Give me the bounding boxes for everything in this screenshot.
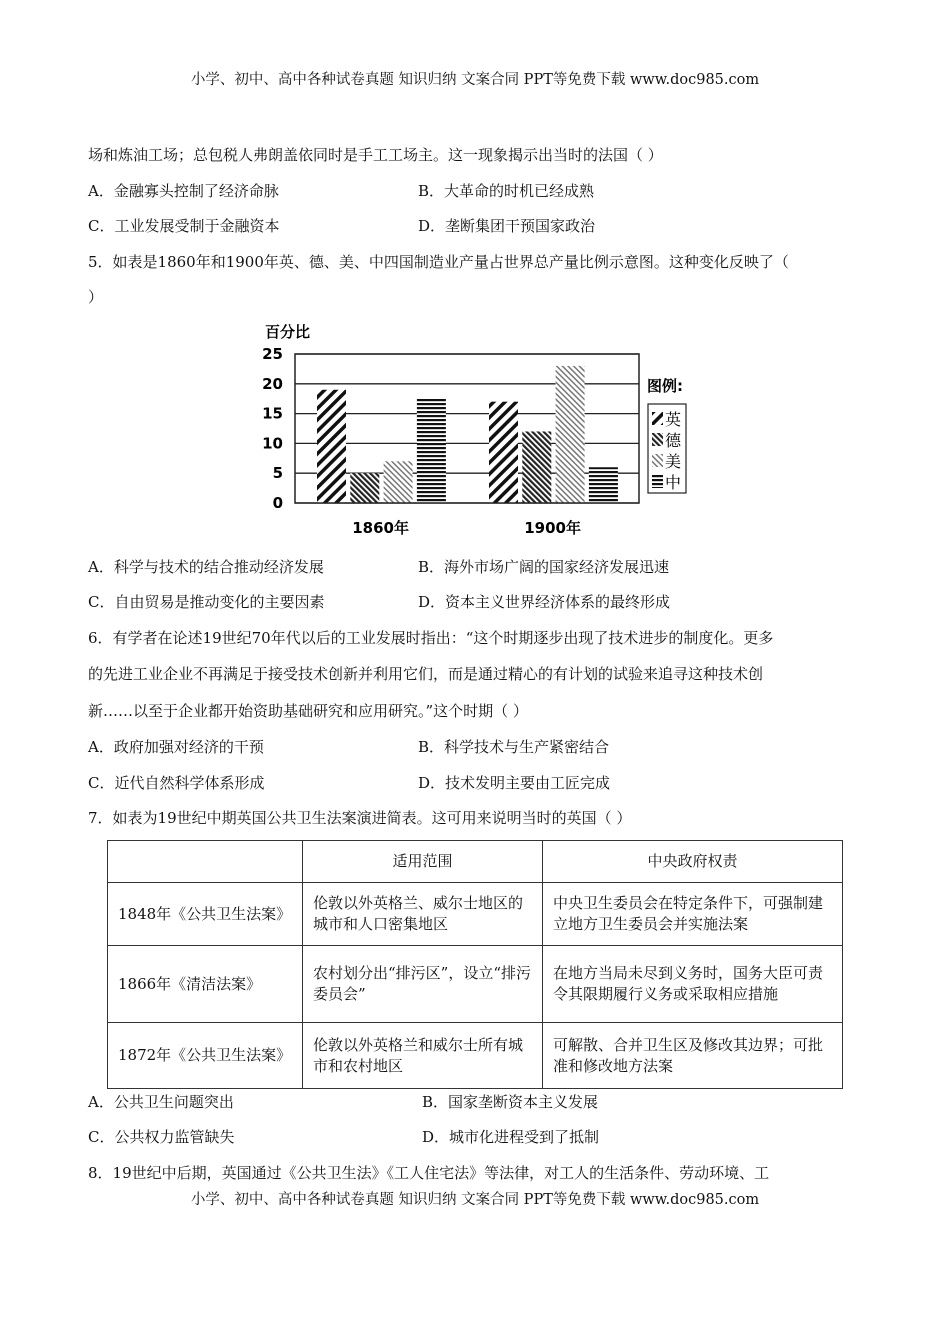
plot-frame	[295, 354, 639, 503]
table-cell: 1872年《公共卫生法案》	[108, 1023, 303, 1089]
table-header: 适用范围	[303, 841, 543, 883]
y-tick-label: 5	[272, 464, 283, 483]
table-cell: 1848年《公共卫生法案》	[108, 883, 303, 946]
bar-英-1860年	[317, 390, 346, 503]
bar-中-1900年	[589, 467, 618, 503]
table-cell: 中央卫生委员会在特定条件下，可强制建立地方卫生委员会并实施法案	[543, 883, 843, 946]
q7-table	[107, 840, 843, 1089]
table-cell: 1866年《清洁法案》	[108, 946, 303, 1023]
legend-label: 中	[665, 473, 682, 492]
bar-德-1860年	[350, 473, 379, 503]
bar-美-1860年	[384, 461, 413, 503]
legend-label: 英	[665, 410, 682, 429]
page-header: 小学、初中、高中各种试卷真题 知识归纳 文案合同 PPT等免费下载 www.doc985.com	[190, 72, 760, 88]
q6-option-c: C．近代自然科学体系形成	[88, 774, 265, 792]
q4-option-b: B．大革命的时机已经成熟	[418, 182, 595, 200]
legend-label: 德	[665, 431, 682, 450]
table-cell: 在地方当局未尽到义务时，国务大臣可责令其限期履行义务或采取相应措施	[543, 946, 843, 1023]
q7-option-c: C．公共权力监管缺失	[88, 1128, 235, 1146]
y-tick-label: 15	[262, 404, 283, 423]
table-cell: 可解散、合并卫生区及修改其边界；可批准和修改地方法案	[543, 1023, 843, 1089]
table-cell: 农村划分出“排污区”，设立“排污委员会”	[303, 946, 543, 1023]
q7-option-d: D．城市化进程受到了抵制	[422, 1128, 600, 1146]
q4-option-d: D．垄断集团干预国家政治	[418, 217, 596, 235]
table-row	[108, 883, 843, 946]
page-footer: 小学、初中、高中各种试卷真题 知识归纳 文案合同 PPT等免费下载 www.doc985.com	[190, 1192, 760, 1208]
x-tick-label: 1900年	[524, 519, 581, 537]
bar-英-1900年	[489, 402, 518, 503]
q4-option-a: A．金融寡头控制了经济命脉	[88, 182, 279, 200]
x-tick-label: 1860年	[352, 519, 409, 537]
legend-swatch-德	[652, 433, 663, 446]
table-cell: 伦敦以外英格兰、威尔士地区的城市和人口密集地区	[303, 883, 543, 946]
bar-德-1900年	[522, 431, 551, 503]
q7-option-a: A．公共卫生问题突出	[88, 1093, 234, 1111]
q6-stem-line-1: 6．有学者在论述19世纪70年代以后的工业发展时指出：“这个时期逐步出现了技术进步的制度化。更多	[88, 629, 774, 647]
y-tick-label: 0	[272, 494, 283, 512]
legend-swatch-美	[652, 454, 663, 467]
table-row	[108, 946, 843, 1023]
q5-option-d: D．资本主义世界经济体系的最终形成	[418, 593, 671, 611]
q6-option-b: B．科学技术与生产紧密结合	[418, 738, 610, 756]
legend-title: 图例:	[647, 377, 683, 395]
table-header	[108, 841, 303, 883]
q6-stem-line-3: 新……以至于企业都开始资助基础研究和应用研究。”这个时期（ ）	[88, 702, 528, 720]
q5-option-b: B．海外市场广阔的国家经济发展迅速	[418, 558, 670, 576]
y-tick-label: 20	[262, 374, 283, 393]
bar-中-1860年	[417, 399, 446, 503]
q7-stem: 7．如表为19世纪中期英国公共卫生法案演进简表。这可用来说明当时的英国（ ）	[88, 809, 632, 827]
bar-chart	[250, 315, 700, 545]
table-row	[108, 1023, 843, 1089]
q5-stem: 5．如表是1860年和1900年英、德、美、中四国制造业产量占世界总产量比例示意图。这种变化反映了（	[88, 253, 789, 271]
q6-stem-line-2: 的先进工业企业不再满足于接受技术创新并利用它们，而是通过精心的有计划的试验来追寻这种技术创	[88, 665, 764, 683]
q6-option-a: A．政府加强对经济的干预	[88, 738, 264, 756]
q5-option-c: C．自由贸易是推动变化的主要因素	[88, 593, 325, 611]
table-header: 中央政府权责	[543, 841, 843, 883]
table-cell: 伦敦以外英格兰和威尔士所有城市和农村地区	[303, 1023, 543, 1089]
q5-option-a: A．科学与技术的结合推动经济发展	[88, 558, 324, 576]
y-tick-label: 10	[262, 434, 283, 453]
bar-美-1900年	[556, 366, 585, 503]
q4-stem: 场和炼油工场；总包税人弗朗盖依同时是手工工场主。这一现象揭示出当时的法国（ ）	[88, 146, 663, 164]
q7-option-b: B．国家垄断资本主义发展	[422, 1093, 599, 1111]
q4-option-c: C．工业发展受制于金融资本	[88, 217, 280, 235]
y-tick-label: 25	[262, 345, 283, 363]
table-header-row	[108, 841, 843, 883]
y-axis-label: 百分比	[265, 323, 311, 341]
q6-option-d: D．技术发明主要由工匠完成	[418, 774, 611, 792]
legend-swatch-中	[652, 475, 663, 488]
legend-label: 美	[665, 452, 682, 471]
q5-stem-end: ）	[88, 288, 104, 306]
legend-swatch-英	[652, 412, 663, 425]
q8-stem: 8．19世纪中后期，英国通过《公共卫生法》《工人住宅法》等法律，对工人的生活条件、劳动环境、工	[88, 1164, 770, 1182]
